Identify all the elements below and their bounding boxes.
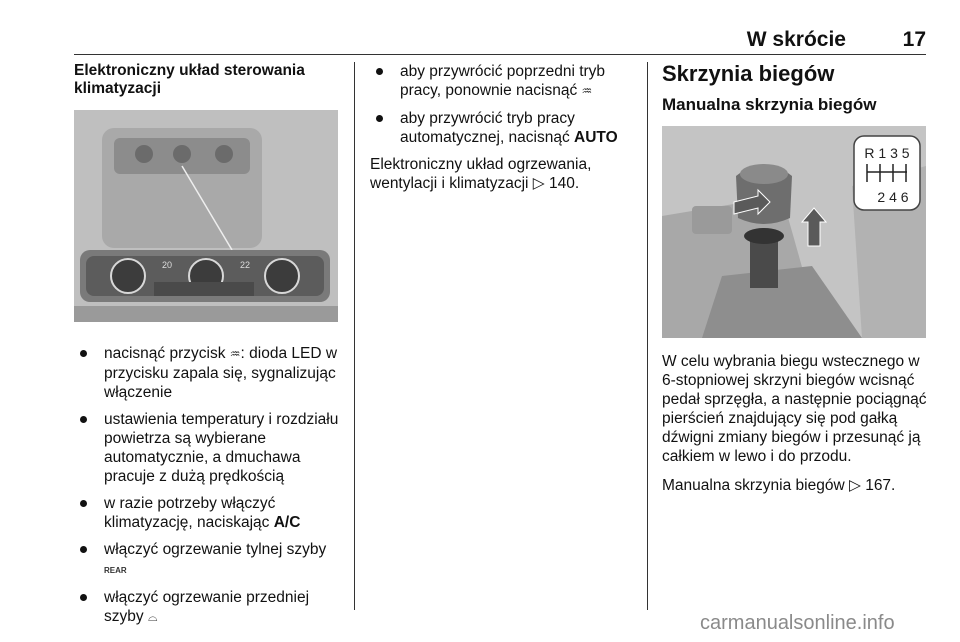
gearbox-reference: Manualna skrzynia biegów ▷ 167. bbox=[662, 477, 896, 494]
shift-pattern-bottom: 2 4 6 bbox=[877, 189, 909, 205]
bullet-dot bbox=[80, 350, 87, 357]
list-item: włączyć ogrzewanie przedniej szyby ⌓ bbox=[74, 588, 342, 627]
bullet-dot bbox=[376, 115, 383, 122]
page-number: 17 bbox=[902, 28, 926, 51]
gear-shift-image bbox=[662, 126, 926, 338]
climate-reference: Elektroniczny układ ogrzewania, wentylacji i klimatyzacji ▷ 140. bbox=[370, 156, 592, 192]
watermark: carmanualsonline.info bbox=[700, 612, 895, 634]
front-defrost-icon: ⌓ bbox=[147, 610, 158, 624]
mode-bullet-list bbox=[370, 62, 640, 147]
shift-pattern-top: R 1 3 5 bbox=[864, 145, 910, 161]
section-title: Skrzynia biegów bbox=[662, 61, 835, 86]
max-icon: ♒ bbox=[229, 347, 241, 361]
climate-bullet-list bbox=[74, 344, 342, 627]
page-reference[interactable]: ▷ 140. bbox=[532, 175, 580, 192]
list-item: ustawienia temperatury i rozdziału powietrza są wybierane automatycznie, a dmuchawa pracuje z dużą prędkością bbox=[74, 410, 342, 486]
column-divider bbox=[354, 62, 355, 610]
panel-temp-right: 22 bbox=[240, 260, 251, 270]
page-header bbox=[74, 28, 926, 55]
bullet-dot bbox=[80, 416, 87, 423]
max-icon: ♒ bbox=[581, 84, 593, 98]
list-item: nacisnąć przycisk ♒: dioda LED w przycisku zapala się, sygnalizując włączenie bbox=[74, 344, 342, 402]
list-item: włączyć ogrzewanie tylnej szyby REAR bbox=[74, 540, 342, 580]
header-title: W skrócie bbox=[746, 28, 846, 51]
climate-panel-image bbox=[74, 110, 338, 322]
bullet-dot bbox=[80, 500, 87, 507]
list-item: w razie potrzeby włączyć klimatyzację, naciskając A/C bbox=[74, 494, 342, 532]
column-divider bbox=[647, 62, 648, 610]
climate-heading: Elektroniczny układ sterowania klimatyzacji bbox=[74, 62, 305, 97]
list-item: aby przywrócić poprzedni tryb pracy, ponownie nacisnąć ♒ bbox=[370, 62, 640, 101]
middle-column bbox=[370, 62, 640, 203]
subsection-title: Manualna skrzynia biegów bbox=[662, 95, 877, 114]
panel-temp-left: 20 bbox=[162, 260, 173, 270]
right-column bbox=[662, 62, 930, 505]
bullet-dot bbox=[80, 594, 87, 601]
reverse-gear-instructions: W celu wybrania biegu wstecznego w 6-stopniowej skrzyni biegów wcisnąć pedał sprzęgła, a następnie pociągnąć pierścień znajdujący się pod gałką dźwigni zmiany biegów i przesunąć ją całkiem w lewo i do przodu. bbox=[662, 353, 927, 465]
list-item: aby przywrócić tryb pracy automatycznej, nacisnąć AUTO bbox=[370, 109, 640, 147]
bullet-dot bbox=[80, 546, 87, 553]
bullet-dot bbox=[376, 68, 383, 75]
left-column bbox=[74, 62, 342, 635]
page-reference[interactable]: ▷ 167. bbox=[848, 477, 896, 494]
rear-defrost-icon: REAR bbox=[104, 566, 127, 575]
